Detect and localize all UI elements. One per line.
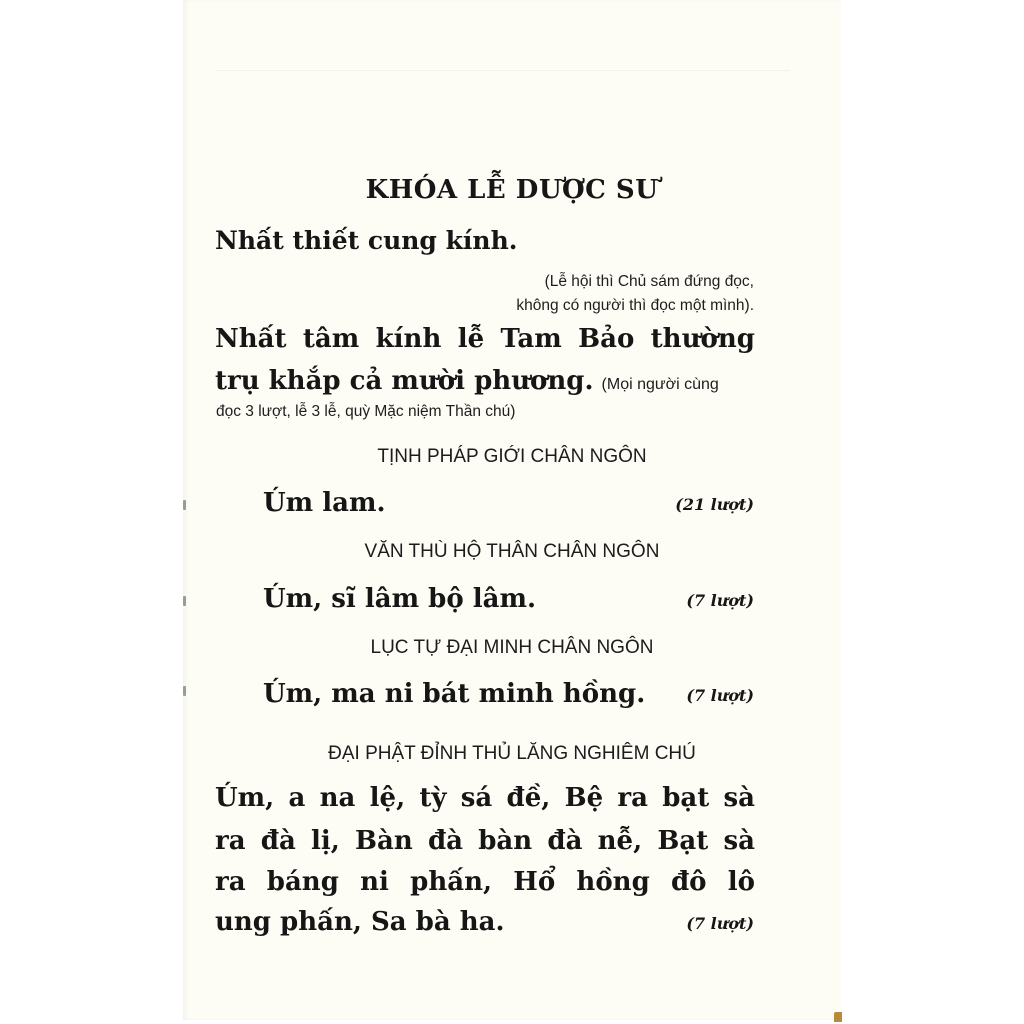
homage-line-2	[215, 366, 719, 396]
binding-mark	[183, 596, 186, 606]
word: ni	[360, 867, 389, 897]
homage-note: đọc 3 lượt, lễ 3 lễ, quỳ Mặc niệm Thần chú)	[216, 403, 516, 420]
word: thường	[650, 324, 755, 354]
book-edge	[834, 1012, 842, 1022]
word: nễ,	[597, 826, 643, 856]
word: Bệ	[564, 783, 604, 813]
word: tâm	[302, 324, 360, 354]
repeat-count: (7 lượt)	[686, 686, 754, 705]
bleed-through-rule	[215, 70, 790, 71]
section-heading: LỤC TỰ ĐẠI MINH CHÂN NGÔN	[370, 637, 654, 658]
word: lô	[727, 867, 755, 897]
word: Bảo	[578, 324, 635, 354]
mantra-line-3	[215, 867, 755, 897]
opening-line: Nhất thiết cung kính.	[215, 226, 518, 255]
page-title: KHÓA LỄ DƯỢC SƯ	[365, 175, 659, 205]
word: hồng	[576, 867, 650, 897]
section-heading: ĐẠI PHẬT ĐỈNH THỦ LĂNG NGHIÊM CHÚ	[328, 743, 696, 764]
mantra: Úm, sĩ lâm bộ lâm.	[263, 584, 536, 614]
word: bàn	[478, 826, 533, 856]
word: lệ,	[369, 783, 406, 813]
word: na	[319, 783, 356, 813]
homage-line-1	[215, 324, 755, 354]
word: tỳ	[419, 783, 447, 813]
word: đà	[547, 826, 583, 856]
word: kính	[375, 324, 442, 354]
repeat-count: (21 lượt)	[675, 495, 754, 514]
section-heading: VĂN THÙ HỘ THÂN CHÂN NGÔN	[364, 541, 660, 562]
word: báng	[266, 867, 339, 897]
word: đà	[428, 826, 464, 856]
word: bạt	[662, 783, 710, 813]
word: phấn,	[410, 867, 493, 897]
word: ra	[617, 783, 648, 813]
word: Tam	[500, 324, 562, 354]
binding-mark	[183, 686, 186, 696]
word: ra	[215, 826, 246, 856]
word: Úm,	[215, 783, 275, 813]
word: Nhất	[215, 324, 287, 354]
word: đề,	[506, 783, 551, 813]
word: lễ	[457, 324, 485, 354]
repeat-count: (7 lượt)	[686, 914, 754, 933]
word: đà	[260, 826, 296, 856]
binding-mark	[183, 500, 186, 510]
word: Bạt	[657, 826, 709, 856]
word: Bàn	[355, 826, 413, 856]
word: ra	[215, 867, 246, 897]
mantra: Úm, ma ni bát minh hồng.	[263, 679, 646, 709]
repeat-count: (7 lượt)	[686, 591, 754, 610]
word: Hổ	[513, 867, 556, 897]
mantra-line-1	[215, 783, 755, 813]
homage-line-2-text: trụ khắp cả mười phương.	[215, 366, 594, 396]
mantra-line-4: ung phấn, Sa bà ha.	[215, 907, 505, 937]
mantra: Úm lam.	[263, 488, 386, 518]
word: sà	[723, 783, 755, 813]
word: đô	[670, 867, 707, 897]
word: sá	[460, 783, 493, 813]
section-heading: TỊNH PHÁP GIỚI CHÂN NGÔN	[377, 446, 647, 467]
mantra-line-2	[215, 826, 755, 856]
word: a	[288, 783, 306, 813]
word: lị,	[311, 826, 340, 856]
opening-note-line-2: không có người thì đọc một mình).	[516, 297, 754, 314]
binding-marks	[183, 500, 187, 700]
word: sà	[723, 826, 755, 856]
homage-line-2-note: (Mọi người cùng	[601, 376, 719, 393]
opening-note-line-1: (Lễ hội thì Chủ sám đứng đọc,	[544, 273, 754, 290]
